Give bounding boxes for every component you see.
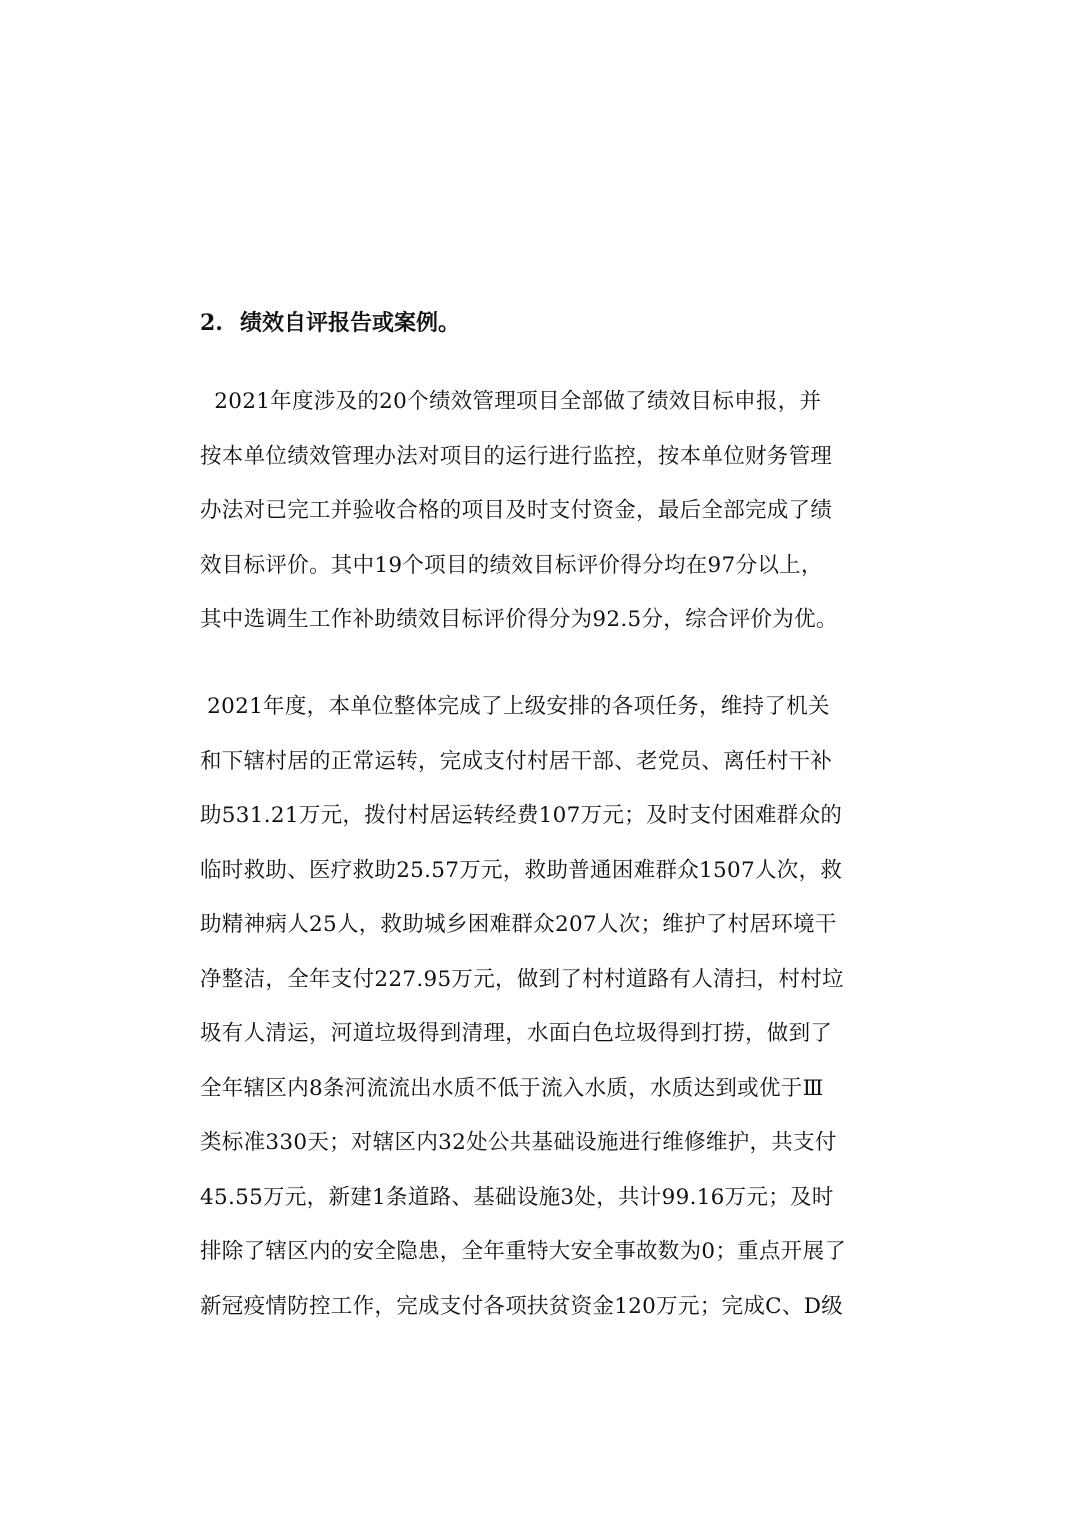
section-heading <box>200 303 460 343</box>
paragraph-line: 效目标评价。其中19个项目的绩效目标评价得分均在97分以上， <box>200 552 823 578</box>
section-number: 2. <box>200 310 223 336</box>
paragraph-line: 办法对已完工并验收合格的项目及时支付资金，最后全部完成了绩 <box>200 498 833 523</box>
paragraph-line: 新冠疫情防控工作，完成支付各项扶贫资金120万元；完成C、D级 <box>200 1293 844 1319</box>
paragraph-line: 2021年度涉及的20个绩效管理项目全部做了绩效目标申报，并 <box>200 389 822 414</box>
section-title: 绩效自评报告或案例。 <box>240 310 461 336</box>
paragraph-line: 助精神病人25人，救助城乡困难群众207人次；维护了村居环境干 <box>200 912 837 937</box>
paragraph-line: 45.55万元，新建1条道路、基础设施3处，共计99.16万元；及时 <box>200 1184 834 1210</box>
paragraph-line: 全年辖区内8条河流流出水质不低于流入水质，水质达到或优于Ⅲ <box>200 1075 824 1101</box>
paragraph-line: 助531.21万元，拨付村居运转经费107万元；及时支付困难群众的 <box>200 803 843 828</box>
paragraph-line: 其中选调生工作补助绩效目标评价得分为92.5分，综合评价为优。 <box>200 607 838 632</box>
paragraph-line: 净整洁，全年支付227.95万元，做到了村村道路有人清扫，村村垃 <box>200 966 844 992</box>
paragraph-line: 类标准330天；对辖区内32处公共基础设施进行维修维护，共支付 <box>200 1130 837 1155</box>
paragraph-line: 和下辖村居的正常运转，完成支付村居干部、老党员、离任村干补 <box>200 748 833 774</box>
paragraph-performance-evaluation <box>200 375 920 648</box>
paragraph-line: 按本单位绩效管理办法对项目的运行进行监控，按本单位财务管理 <box>200 443 833 469</box>
paragraph-line: 圾有人清运，河道垃圾得到清理，水面白色垃圾得到打捞，做到了 <box>200 1021 833 1046</box>
paragraph-line: 临时救助、医疗救助25.57万元，救助普通困难群众1507人次，救 <box>200 857 843 883</box>
paragraph-annual-summary <box>200 680 920 1334</box>
paragraph-line: 排除了辖区内的安全隐患，全年重特大安全事故数为0；重点开展了 <box>200 1239 847 1264</box>
paragraph-line: 2021年度，本单位整体完成了上级安排的各项任务，维持了机关 <box>200 694 830 719</box>
